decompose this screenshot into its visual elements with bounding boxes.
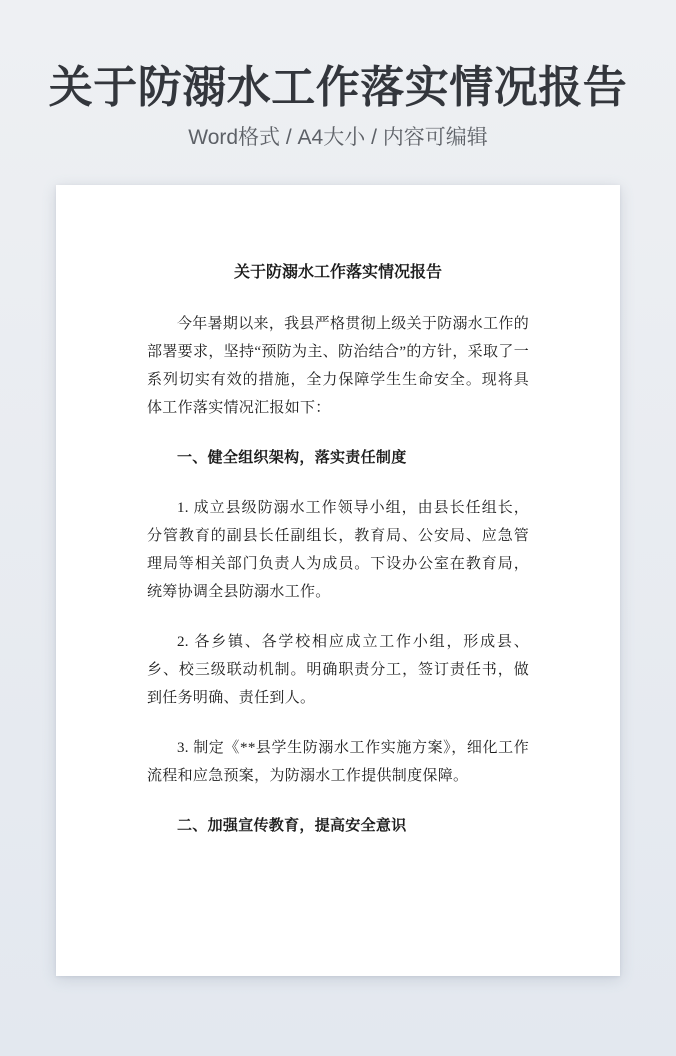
doc-section-heading: 一、健全组织架构，落实责任制度 <box>177 450 407 466</box>
doc-paragraph: 今年暑期以来，我县严格贯彻上级关于防溺水工作的部署要求，坚持“预防为主、防治结合”的方针，采取了一系列切实有效的措施，全力保障学生生命安全。现将具体工作落实情况汇报如下： <box>147 316 529 416</box>
document-body <box>147 310 529 840</box>
page-subtitle: Word格式 / A4大小 / 内容可编辑 <box>188 126 488 149</box>
doc-section-heading: 二、加强宣传教育，提高安全意识 <box>177 818 407 834</box>
doc-paragraph: 1. 成立县级防溺水工作领导小组，由县长任组长，分管教育的副县长任副组长，教育局、公安局、应急管理局等相关部门负责人为成员。下设办公室在教育局，统筹协调全县防溺水工作。 <box>147 500 529 600</box>
document-preview-page[interactable] <box>56 185 620 976</box>
document-title: 关于防溺水工作落实情况报告 <box>233 264 442 281</box>
page-title: 关于防溺水工作落实情况报告 <box>48 63 628 112</box>
header <box>0 0 676 152</box>
doc-paragraph: 3. 制定《**县学生防溺水工作实施方案》，细化工作流程和应急预案，为防溺水工作提供制度保障。 <box>147 740 529 784</box>
doc-paragraph: 2. 各乡镇、各学校相应成立工作小组，形成县、乡、校三级联动机制。明确职责分工，签订责任书，做到任务明确、责任到人。 <box>147 634 529 706</box>
